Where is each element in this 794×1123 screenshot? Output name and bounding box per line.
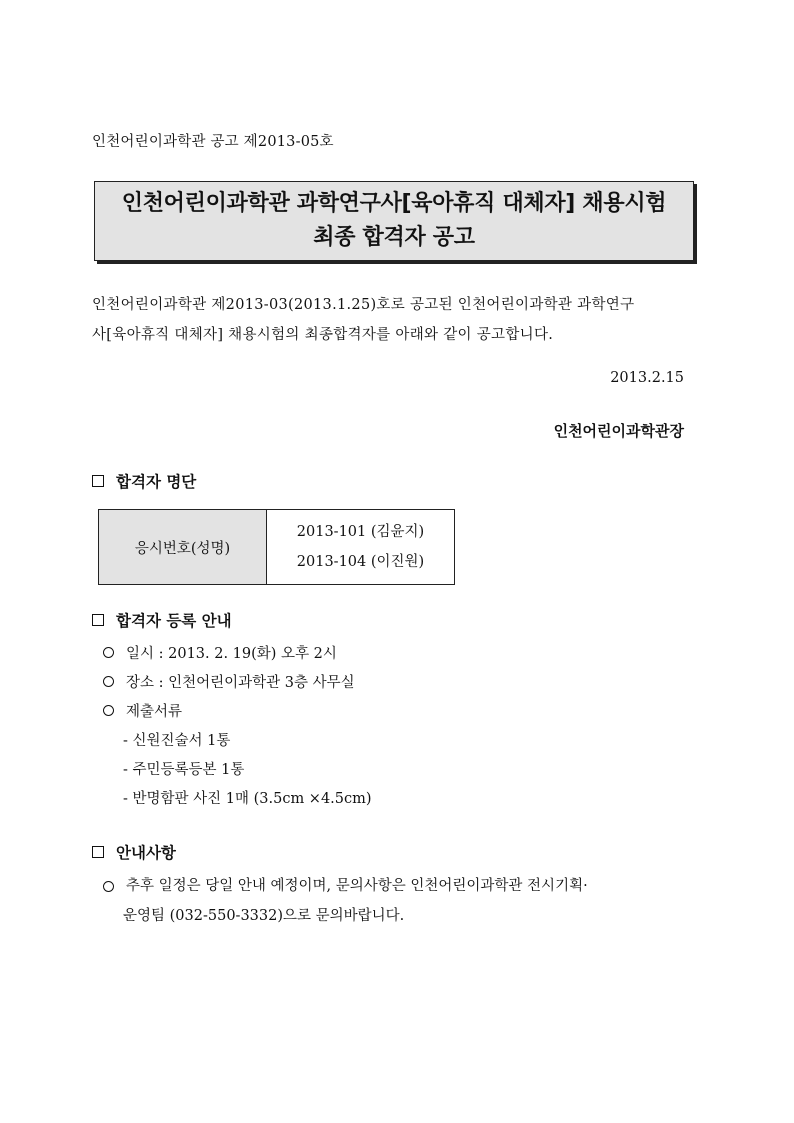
list-item [103, 671, 355, 692]
document-item: - 신원진술서 1통 [123, 733, 231, 749]
document-item: - 주민등록등본 1통 [123, 762, 245, 778]
checkbox-square-icon [92, 475, 104, 487]
notice-number: 인천어린이과학관 공고 제2013-05호 [92, 134, 334, 150]
checkbox-square-icon [92, 846, 104, 858]
guide-item [103, 871, 688, 931]
circle-bullet-icon [103, 881, 114, 892]
intro-line-1: 인천어린이과학관 제2013-03(2013.1.25)호로 공고된 인천어린이과학관 과학연구 [92, 297, 635, 313]
issuer-name: 인천어린이과학관장 [553, 422, 684, 440]
list-item-text: 장소 : 인천어린이과학관 3층 사무실 [126, 675, 355, 691]
checkbox-square-icon [92, 614, 104, 626]
circle-bullet-icon [103, 647, 114, 658]
list-item [103, 642, 337, 663]
document-item: - 반명함판 사진 1매 (3.5cm ×4.5cm) [123, 791, 372, 807]
list-item-text: 제출서류 [126, 704, 183, 720]
guide-line-1-row [103, 871, 688, 901]
circle-bullet-icon [103, 705, 114, 716]
section-heading-passers [92, 470, 196, 492]
table-value-cell [267, 510, 455, 585]
table-label-cell: 응시번호(성명) [99, 510, 267, 585]
title-line-1: 인천어린이과학관 과학연구사[육아휴직 대체자] 채용시험 [121, 191, 667, 216]
section-heading-guide [92, 841, 176, 863]
title-line-2: 최종 합격자 공고 [313, 225, 475, 250]
section-heading-registration [92, 609, 232, 631]
list-item-text: 일시 : 2013. 2. 19(화) 오후 2시 [126, 646, 337, 662]
title-box [94, 181, 694, 261]
list-item [103, 700, 182, 721]
passer-table [98, 509, 455, 585]
section-heading-text: 안내사항 [116, 844, 176, 862]
guide-line-2: 운영팀 (032-550-3332)으로 문의바랍니다. [123, 908, 405, 924]
guide-line-1: 추후 일정은 당일 안내 예정이며, 문의사항은 인천어린이과학관 전시기획· [126, 878, 588, 894]
notice-date: 2013.2.15 [610, 370, 684, 386]
intro-paragraph [92, 290, 687, 350]
table-row [99, 510, 455, 585]
passer-entry: 2013-101 (김윤지) [296, 524, 425, 540]
intro-line-2: 사[육아휴직 대체자] 채용시험의 최종합격자를 아래와 같이 공고합니다. [92, 327, 554, 343]
section-heading-text: 합격자 등록 안내 [116, 612, 232, 630]
circle-bullet-icon [103, 676, 114, 687]
passer-entry: 2013-104 (이진원) [296, 554, 425, 570]
section-heading-text: 합격자 명단 [116, 473, 197, 491]
